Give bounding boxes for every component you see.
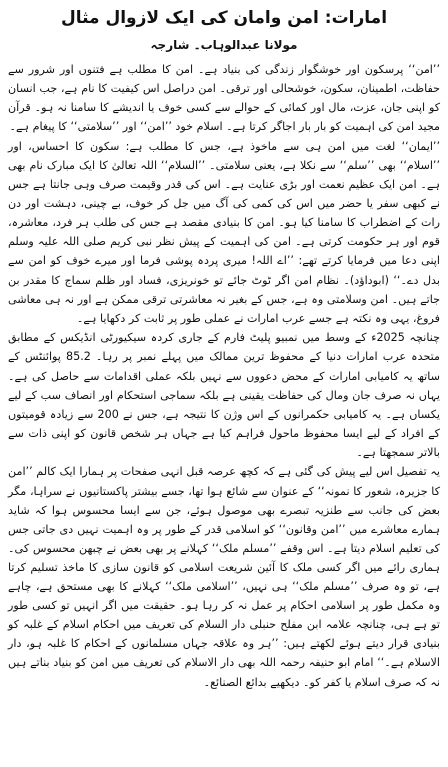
article-paragraph: ’’امن‘‘ پرسکون اور خوشگوار زندگی کی بنیاد ہے۔ امن کا مطلب ہے فتنوں اور شرور سے حفاظت، اطمینان، سکون، خوشحالی اور ترقی۔ امن دراصل اس کیفیت کا نام ہے، جب انسان کو اپنی جان، عزت، مال اور کمائی کے حوالے سے کسی خوف یا اندیشے کا سامنا نہ ہو۔ قرآن مجید امن کی اہمیت کو بار بار اجاگر کرتا ہے۔ اسلام خود ’’امن‘‘ اور ’’سلامتی‘‘ کا پیغام ہے۔: [8, 63, 440, 134]
article-paragraph: چنانچہ 2025ء کے وسط میں نمبیو پلیٹ فارم کے جاری کردہ سیکیورٹی انڈیکس کے مطابق متحدہ عرب امارات دنیا کے محفوظ ترین ممالک میں پہلے نمبر پر رہا۔ 85.2 پوائنٹس کے ساتھ یہ کامیابی امارات کے محض دعووں سے نہیں بلکہ عملی اقدامات سے حاصل کی ہے۔ یہاں نہ صرف جان ومال کی حفاظت یقینی ہے بلکہ سماجی استحکام اور انصاف سب کے لیے یکساں ہے۔ یہ کامیابی حکمرانوں کے اس وژن کا نتیجہ ہے، جس نے 200 سے زیادہ قومیتوں کے افراد کے لیے ایسا محفوظ ماحول فراہم کیا ہے جہاں ہر شخص قانون کو اپنی ذات سے بالاتر سمجھتا ہے۔: [8, 331, 440, 459]
article-paragraph: یہ تفصیل اس لیے پیش کی گئی ہے کہ کچھ عرصہ قبل انہی صفحات پر ہمارا ایک کالم ’’امن کا جزیرہ، شعور کا نمونہ‘‘ کے عنوان سے شائع ہوا تھا، جسے بیشتر پاکستانیوں نے سراہا، مگر بعض کی جانب سے طنزیہ تبصرے بھی موصول ہوئے، جن سے ایسا محسوس ہوا کہ شاید ہمارے معاشرے میں ’’امن وقانون‘‘ کو اسلامی قدر کے طور پر وہ اہمیت نہیں دی جاتی جس کی تعلیم اسلام دیتا ہے۔ اس وقفے ’’مسلم ملک‘‘ کہلانے پر بھی بعض نے چبھن محسوس کی۔ ہماری رائے میں اگر کسی ملک کا آئین شریعت اسلامی کو قانون سازی کا ماخذ تسلیم کرتا ہے، تو وہ صرف ’’مسلم ملک‘‘ ہی نہیں، ’’اسلامی ملک‘‘ کہلانے کا بھی مستحق ہے، چاہے وہ مکمل طور پر اسلامی احکام پر عمل نہ کر رہا ہو۔ حقیقت میں اگر انہیں تو کسی طور تو ہے ہی، چنانچہ علامہ ابن مفلح حنبلی دار السلام کی تعریف میں احکام اسلام کے غلبہ کو بنیادی قرار دیتے ہوئے لکھتے ہیں: ’’ہر وہ علاقہ جہاں مسلمانوں کے احکام کا غلبہ ہو، دار الاسلام ہے۔‘‘ امام ابو حنیفہ رحمہ اللہ بھی دار الاسلام کی تعریف میں امن کو بنیاد بناتے ہیں نہ کہ صرف اسلام یا کفر کو۔ دیکھیے بدائع الصنائع۔: [8, 465, 440, 689]
article-body: [8, 60, 440, 692]
article-paragraph: ’’ایمان‘‘ لغت میں امن ہی سے ماخوذ ہے، جس کا مطلب ہے: سکون کا احساس، اور ’’اسلام‘‘ بھی ’’سلم‘‘ سے نکلا ہے، یعنی سلامتی۔ ’’السلام‘‘ اللہ تعالیٰ کا ایک مبارک نام بھی ہے۔ امن ایک عظیم نعمت اور بڑی عنایت ہے۔ اس کی قدر وقیمت صرف وہی جانتا ہے جس نے کبھی سفر یا حضر میں اس کی کمی کی آگ میں جل کر خوف، بے چینی، دہشت اور دن رات کے اضطراب کا سامنا کیا ہو۔ امن کا بنیادی مقصد ہے جس کی طلب ہر فرد، معاشرہ، قوم اور ہر حکومت کرتی ہے۔ امن کی اہمیت کے پیش نظر نبی کریم صلی اللہ علیہ وسلم اپنی دعا میں فرمایا کرتے تھے: ’’اے اللہ! میری پردہ پوشی فرما اور میرے خوف کو امن سے بدل دے۔‘‘ (ابوداؤد)۔ نظام امن اگر ٹوٹ جائے تو خونریزی، فساد اور ظلم سماج کا مقدر بن جاتے ہیں۔ امن وسلامتی وہ ہے، جس کے بغیر نہ معاشرتی ترقی ممکن ہے اور نہ ہی معاشی فروغ، یہی وہ نکتہ ہے جسے عرب امارات نے عملی طور پر ثابت کر دکھایا ہے۔: [8, 139, 440, 325]
article-title: امارات: امن وامان کی ایک لازوال مثال: [60, 8, 388, 28]
article-byline: مولانا عبدالوہاب۔ شارجہ: [150, 38, 298, 52]
